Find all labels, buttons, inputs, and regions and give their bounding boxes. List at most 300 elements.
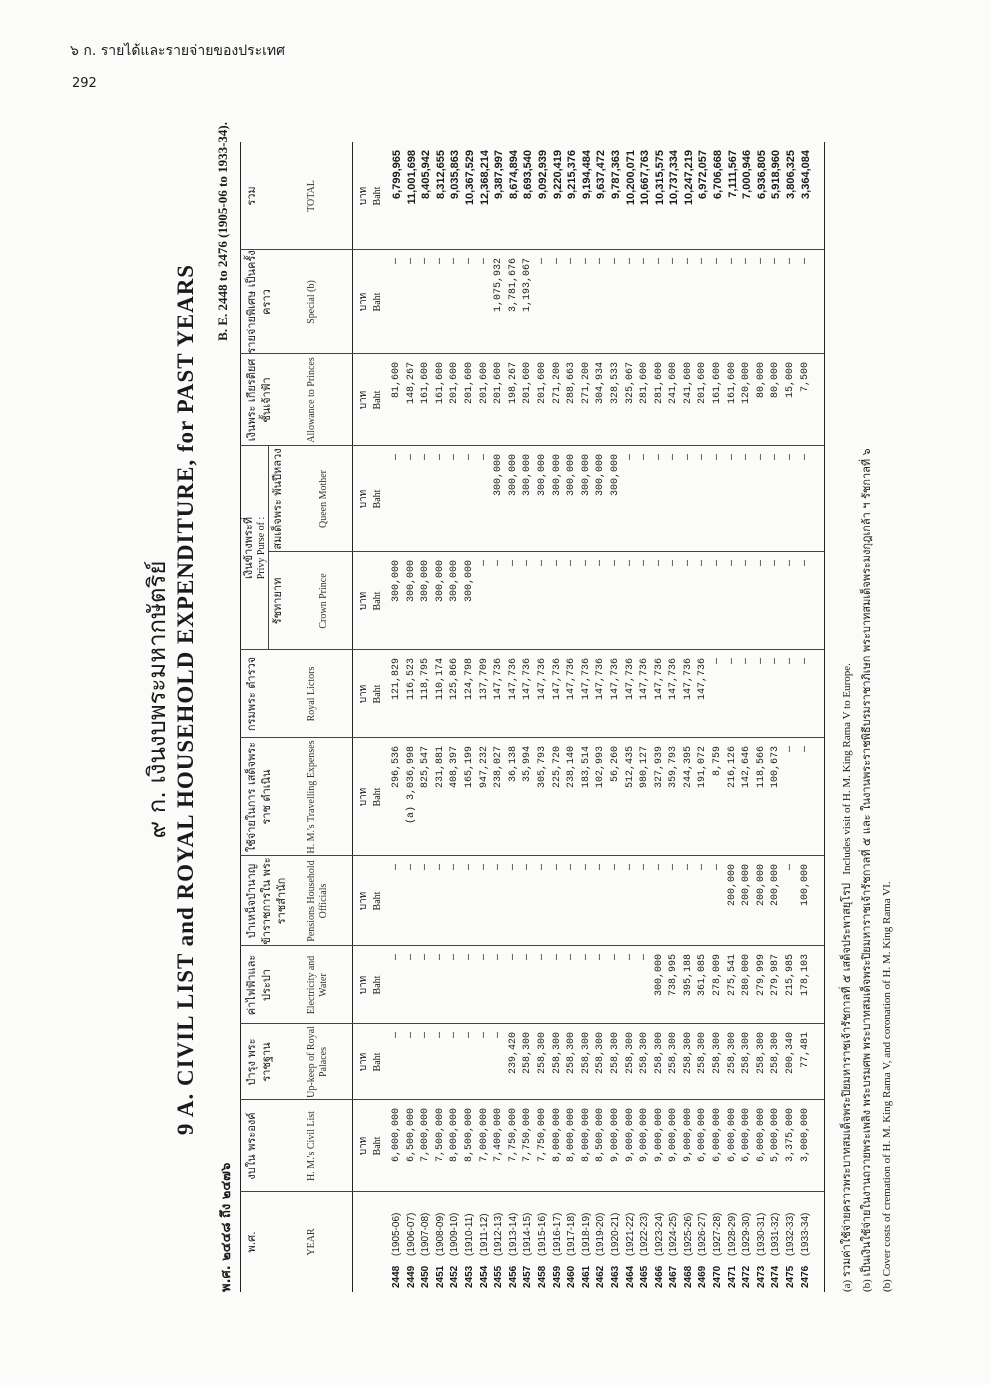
table-cell: 7,111,567 (726, 150, 739, 198)
unit-english: Baht (372, 684, 383, 704)
table-cell: — (551, 258, 563, 265)
table-cell (711, 1192, 726, 1292)
column-lictors (240, 650, 824, 738)
table-cell: — (799, 560, 811, 567)
column-queen_mother (240, 446, 824, 552)
table-cell: 258,300 (668, 1032, 680, 1075)
table-cell: 178,103 (799, 954, 811, 997)
expenditure-table (240, 142, 824, 1292)
table-cell: 258,300 (551, 1032, 563, 1075)
year-ad: (1925-26) (682, 1212, 694, 1256)
table-cell: 300,000 (507, 454, 519, 497)
table-cell: 12,368,214 (478, 150, 491, 206)
table-cell: — (580, 954, 592, 961)
table-cell: 278,009 (712, 954, 724, 997)
column-header-english: YEAR (306, 1228, 317, 1256)
table-cell: — (741, 454, 753, 461)
year-be: 2472 (741, 1265, 753, 1288)
table-cell: 9,637,472 (595, 150, 608, 199)
year-be: 2461 (580, 1265, 592, 1288)
table-cell (696, 1192, 711, 1292)
table-cell: — (405, 1032, 417, 1039)
table-cell: 327,939 (653, 746, 665, 789)
year-ad: (1907-08) (420, 1212, 432, 1256)
column-cells (390, 946, 813, 1024)
table-cell: 258,300 (580, 1032, 592, 1075)
year-be: 2465 (639, 1265, 651, 1288)
column-cells (390, 1024, 813, 1100)
table-cell: — (463, 864, 475, 871)
table-cell: 35,994 (522, 746, 534, 783)
table-cell: — (712, 864, 724, 871)
table-cell: — (493, 954, 505, 961)
table-cell: 8,674,894 (507, 150, 520, 199)
table-cell: — (639, 258, 651, 265)
year-be: 2471 (726, 1265, 738, 1288)
table-cell: — (595, 258, 607, 265)
table-cell: — (785, 658, 797, 665)
table-cell: 147,736 (668, 658, 680, 701)
table-cell: 147,736 (566, 658, 578, 701)
column-total (240, 142, 824, 250)
table-cell: — (741, 658, 753, 665)
table-cell (594, 1192, 609, 1292)
table-cell: — (682, 864, 694, 871)
table-cell: 201,600 (522, 362, 534, 405)
column-header-thai: บำรุง พระราชฐาน (245, 1038, 273, 1086)
year-be: 2470 (712, 1265, 724, 1288)
table-cell: 118,566 (755, 746, 767, 789)
table-cell: 8,000,000 (551, 1108, 563, 1163)
table-cell: — (639, 864, 651, 871)
table-cell: 258,300 (566, 1032, 578, 1075)
table-cell: 258,300 (712, 1032, 724, 1075)
table-cell: 36,138 (507, 746, 519, 783)
table-cell: 325,067 (624, 362, 636, 405)
table-cell: — (434, 954, 446, 961)
year-ad: (1911-12) (478, 1213, 490, 1256)
table-cell: 300,000 (493, 454, 505, 497)
column-cells (390, 856, 813, 946)
table-cell: 9,000,000 (639, 1108, 651, 1163)
table-cell: — (420, 864, 432, 871)
table-cell: 147,736 (624, 658, 636, 701)
table-cell: 244,395 (682, 746, 694, 789)
table-cell: — (420, 1032, 432, 1039)
table-cell: — (434, 864, 446, 871)
table-cell: 7,750,000 (507, 1108, 519, 1163)
table-cell: 300,000 (420, 560, 432, 603)
column-cells (390, 650, 813, 738)
table-cell: — (726, 454, 738, 461)
column-allowance_princes (240, 354, 824, 446)
table-cell: 300,000 (595, 454, 607, 497)
table-cell: — (391, 454, 402, 461)
table-cell: 9,194,484 (580, 150, 593, 199)
table-cell: 161,600 (434, 362, 446, 405)
footnote-b-english: (b) Cover costs of cremation of H. M. King Rama V, and coronation of H. M. King Rama VI. (881, 881, 893, 1292)
range-thai: พ.ศ. ๒๔๔๘ ถึง ๒๔๗๖ (219, 1162, 234, 1292)
table-cell: — (770, 560, 782, 567)
year-ad: (1916-17) (551, 1212, 563, 1256)
table-cell: 279,987 (770, 954, 782, 997)
table-bottom-rule (824, 142, 825, 1292)
year-be: 2467 (668, 1265, 680, 1288)
table-cell: 258,300 (682, 1032, 694, 1075)
table-cell: 258,300 (639, 1032, 651, 1075)
table-cell: 3,781,676 (507, 258, 519, 313)
table-cell: — (551, 560, 563, 567)
column-header-thai: รวม (245, 186, 258, 206)
column-header-thai: งบใน พระองค์ (245, 1112, 258, 1180)
table-cell: — (697, 560, 709, 567)
table-cell: 300,000 (522, 454, 534, 497)
table-cell: 225,720 (551, 746, 563, 789)
column-divider (240, 1023, 824, 1024)
table-cell: 7,750,000 (536, 1108, 548, 1163)
table-cell: 6,000,000 (726, 1108, 738, 1163)
table-cell: 8,500,000 (463, 1108, 475, 1163)
table-cell (769, 1192, 784, 1292)
table-cell: 8,759 (712, 746, 724, 777)
table-cell: — (653, 864, 665, 871)
table-cell: 6,936,805 (755, 150, 768, 199)
table-cell: 147,736 (595, 658, 607, 701)
table-cell: — (449, 454, 461, 461)
table-cell: — (653, 258, 665, 265)
table-cell: 241,600 (682, 362, 694, 405)
table-cell: 8,312,655 (434, 150, 447, 199)
column-upkeep_palaces (240, 1024, 824, 1100)
table-cell: 198,267 (507, 362, 519, 405)
table-cell: — (624, 454, 636, 461)
table-cell: 6,500,000 (405, 1108, 417, 1163)
column-travelling (240, 738, 824, 856)
table-cell: 100,000 (799, 864, 811, 907)
unit-english: Baht (372, 186, 383, 206)
unit-english: Baht (372, 891, 383, 911)
unit-english: Baht (372, 591, 383, 611)
table-cell: — (449, 954, 461, 961)
table-cell: 124,798 (463, 658, 475, 701)
year-ad: (1915-16) (536, 1212, 548, 1256)
table-cell: 9,220,419 (551, 150, 564, 199)
table-cell: — (551, 954, 563, 961)
year-be: 2451 (434, 1265, 446, 1288)
table-cell: 300,000 (405, 560, 417, 603)
column-header-english: Queen Mother (318, 469, 329, 529)
year-be: 2474 (770, 1265, 782, 1288)
column-header-english: Allowance to Princes (306, 357, 317, 443)
table-cell: 258,300 (624, 1032, 636, 1075)
table-cell: — (493, 1032, 505, 1039)
year-be: 2463 (609, 1265, 621, 1288)
table-cell: — (741, 560, 753, 567)
table-cell (419, 1192, 434, 1292)
table-cell: 271,200 (551, 362, 563, 405)
table-cell: 9,000,000 (624, 1108, 636, 1163)
year-ad: (1919-20) (595, 1212, 607, 1256)
unit-thai: บาท (358, 292, 369, 312)
year-be: 2452 (449, 1265, 461, 1288)
table-cell: — (566, 864, 578, 871)
table-cell: — (449, 864, 461, 871)
title-thai: ๙ ก. เงินงบพระมหากษัตริย์ (143, 560, 171, 839)
table-cell: 258,300 (536, 1032, 548, 1075)
year-be: 2448 (391, 1265, 402, 1288)
table-cell: 6,000,000 (741, 1108, 753, 1163)
unit-english: Baht (372, 292, 383, 312)
privy-purse-thai: เงินข้างพระที่ (242, 516, 255, 580)
table-cell: 100,673 (770, 746, 782, 789)
column-header-thai: พ.ศ. (245, 1231, 258, 1253)
year-be: 2453 (463, 1265, 475, 1288)
table-cell: 147,736 (493, 658, 505, 701)
table-cell: 328,533 (609, 362, 621, 405)
table-cell: 191,072 (697, 746, 709, 789)
column-special (240, 250, 824, 354)
table-cell: 7,500 (799, 362, 811, 393)
table-cell: 738,995 (668, 954, 680, 997)
table-cell: — (536, 258, 548, 265)
table-cell: — (507, 954, 519, 961)
column-cells (390, 738, 813, 856)
table-cell: — (566, 258, 578, 265)
table-cell: 300,000 (391, 560, 402, 603)
table-cell: — (712, 560, 724, 567)
table-cell: — (463, 258, 475, 265)
year-be: 2455 (493, 1265, 505, 1288)
table-cell: 148,267 (405, 362, 417, 405)
table-cell: 147,736 (580, 658, 592, 701)
table-cell: 7,000,000 (420, 1108, 432, 1163)
table-cell: — (595, 864, 607, 871)
table-cell: 142,646 (741, 746, 753, 789)
table-cell (463, 1192, 478, 1292)
table-cell: 231,881 (434, 746, 446, 789)
table-cell: 147,736 (522, 658, 534, 701)
table-cell: 216,126 (726, 746, 738, 789)
table-cell: 161,600 (712, 362, 724, 405)
year-be: 2458 (536, 1265, 548, 1288)
column-header-thai: เงินพระ เกียรติยศ ชั้นเจ้าฟ้า (245, 358, 273, 442)
year-ad: (1929-30) (741, 1212, 753, 1256)
table-cell (682, 1192, 697, 1292)
table-cell: — (522, 560, 534, 567)
table-cell: — (624, 864, 636, 871)
table-cell: 161,600 (420, 362, 432, 405)
table-cell: 8,693,540 (522, 150, 535, 199)
unit-thai: บาท (358, 1136, 369, 1156)
unit-thai: บาท (358, 591, 369, 611)
table-cell: 9,000,000 (653, 1108, 665, 1163)
table-cell: 239,420 (507, 1032, 519, 1075)
unit-thai: บาท (358, 975, 369, 995)
page-number: 292 (72, 76, 97, 91)
table-cell: — (566, 560, 578, 567)
table-cell: — (770, 454, 782, 461)
column-cells (390, 1100, 813, 1192)
table-cell: — (624, 954, 636, 961)
table-cell: — (580, 864, 592, 871)
table-cell: 288,663 (566, 362, 578, 405)
table-cell (478, 1192, 493, 1292)
table-cell: 10,315,575 (653, 150, 666, 206)
column-cells (390, 142, 813, 250)
title-english: 9 A. CIVIL LIST and ROYAL HOUSEHOLD EXPENDITURE, for PAST YEARS (173, 263, 198, 1136)
table-cell: 147,736 (609, 658, 621, 701)
column-header-english: Crown Prince (318, 573, 329, 629)
year-be: 2473 (755, 1265, 767, 1288)
table-cell: 300,000 (653, 954, 665, 997)
unit-english: Baht (372, 390, 383, 410)
year-be: 2454 (478, 1265, 490, 1288)
year-ad: (1923-24) (653, 1212, 665, 1256)
table-cell: 7,500,000 (434, 1108, 446, 1163)
table-cell: 7,000,000 (478, 1108, 490, 1163)
rotated-table-page (115, 107, 915, 1292)
table-cell: 15,000 (785, 362, 797, 399)
table-cell: — (536, 560, 548, 567)
table-cell: 8,000,000 (580, 1108, 592, 1163)
table-cell (405, 1192, 420, 1292)
table-cell: — (712, 658, 724, 665)
table-cell: 300,000 (551, 454, 563, 497)
table-cell: — (609, 258, 621, 265)
table-cell (507, 1192, 522, 1292)
column-header-thai: ค่าไฟฟ้าและ ประปา (245, 954, 273, 1016)
column-header-thai: สมเด็จพระ พันปีหลวง (271, 448, 284, 550)
column-divider (240, 945, 824, 946)
table-cell: — (755, 258, 767, 265)
table-cell: 77,481 (799, 1032, 811, 1069)
table-cell: 200,340 (785, 1032, 797, 1075)
column-header-english: TOTAL (306, 180, 317, 212)
table-cell: — (449, 258, 461, 265)
column-header-english: H. M.'s Civil List (306, 1111, 317, 1181)
table-cell: — (726, 658, 738, 665)
year-ad: (1905-06) (391, 1212, 402, 1256)
table-cell: 947,232 (478, 746, 490, 789)
year-be: 2468 (682, 1265, 694, 1288)
table-cell: — (522, 954, 534, 961)
table-cell: 300,000 (566, 454, 578, 497)
table-cell: 10,247,219 (682, 150, 695, 206)
table-cell: — (609, 954, 621, 961)
table-cell: 56,260 (609, 746, 621, 783)
range-english: B. E. 2448 to 2476 (1905-06 to 1933-34). (215, 122, 230, 341)
table-cell: — (741, 258, 753, 265)
table-cell: — (463, 1032, 475, 1039)
table-cell: 3,000,000 (799, 1108, 811, 1163)
table-cell: 271,200 (580, 362, 592, 405)
table-cell: — (478, 864, 490, 871)
table-cell: 10,737,334 (668, 150, 681, 206)
table-cell: 8,405,942 (420, 150, 433, 199)
table-cell: — (463, 454, 475, 461)
table-cell (799, 1192, 814, 1292)
year-ad: (1908-09) (434, 1212, 446, 1256)
table-cell: 7,750,000 (522, 1108, 534, 1163)
year-ad: (1924-25) (668, 1212, 680, 1256)
unit-english: Baht (372, 975, 383, 995)
column-divider (240, 249, 824, 250)
table-cell: — (463, 954, 475, 961)
table-cell: — (493, 560, 505, 567)
table-cell: 305,793 (536, 746, 548, 789)
table-cell: — (785, 560, 797, 567)
year-be: 2466 (653, 1265, 665, 1288)
table-cell: — (668, 258, 680, 265)
table-cell: 147,736 (639, 658, 651, 701)
table-cell: 300,000 (580, 454, 592, 497)
table-cell: — (770, 258, 782, 265)
table-cell: 147,736 (682, 658, 694, 701)
table-cell: 408,397 (449, 746, 461, 789)
table-cell: — (668, 454, 680, 461)
column-header-thai: ใช้จ่ายในการ เสด็จพระราช ดำเนิน (245, 741, 273, 853)
table-cell: — (507, 560, 519, 567)
table-cell: 9,035,863 (449, 150, 462, 199)
column-divider (240, 353, 824, 354)
table-cell: 8,000,000 (449, 1108, 461, 1163)
table-cell: 258,300 (609, 1032, 621, 1075)
year-ad: (1920-21) (609, 1212, 621, 1256)
table-cell (536, 1192, 551, 1292)
table-cell: — (624, 560, 636, 567)
column-cells (390, 250, 813, 354)
year-ad: (1910-11) (463, 1213, 475, 1256)
table-cell: — (449, 1032, 461, 1039)
table-cell: 3,806,325 (785, 150, 798, 199)
table-cell: 8,000,000 (566, 1108, 578, 1163)
table-cell: 361,085 (697, 954, 709, 997)
table-cell: — (697, 864, 709, 871)
year-ad: (1932-33) (785, 1212, 797, 1256)
table-cell: 258,300 (653, 1032, 665, 1075)
year-ad: (1933-34) (799, 1212, 811, 1256)
column-divider (240, 737, 824, 738)
column-divider (240, 445, 824, 446)
table-cell: 275,541 (726, 954, 738, 997)
table-cell: — (391, 258, 402, 265)
table-cell: — (595, 954, 607, 961)
table-cell: — (668, 560, 680, 567)
table-cell: — (478, 560, 490, 567)
table-cell: — (391, 864, 402, 871)
table-cell: — (799, 658, 811, 665)
table-cell: — (755, 454, 767, 461)
column-pensions (240, 856, 824, 946)
table-cell: — (697, 258, 709, 265)
table-cell: 102,993 (595, 746, 607, 789)
year-be: 2462 (595, 1265, 607, 1288)
unit-thai: บาท (358, 1052, 369, 1072)
year-ad: (1909-10) (449, 1212, 461, 1256)
table-cell: 296,536 (391, 746, 402, 789)
footnotes (837, 142, 897, 1292)
table-cell: 359,793 (668, 746, 680, 789)
table-cell: — (609, 864, 621, 871)
year-be: 2456 (507, 1265, 519, 1288)
unit-english: Baht (372, 787, 383, 807)
column-divider (240, 1191, 824, 1192)
table-cell: 9,787,363 (609, 150, 622, 199)
table-cell: — (799, 258, 811, 265)
column-header-thai: รัชทายาท (271, 577, 284, 625)
table-cell: — (405, 454, 417, 461)
privy-purse-rule (268, 446, 269, 650)
